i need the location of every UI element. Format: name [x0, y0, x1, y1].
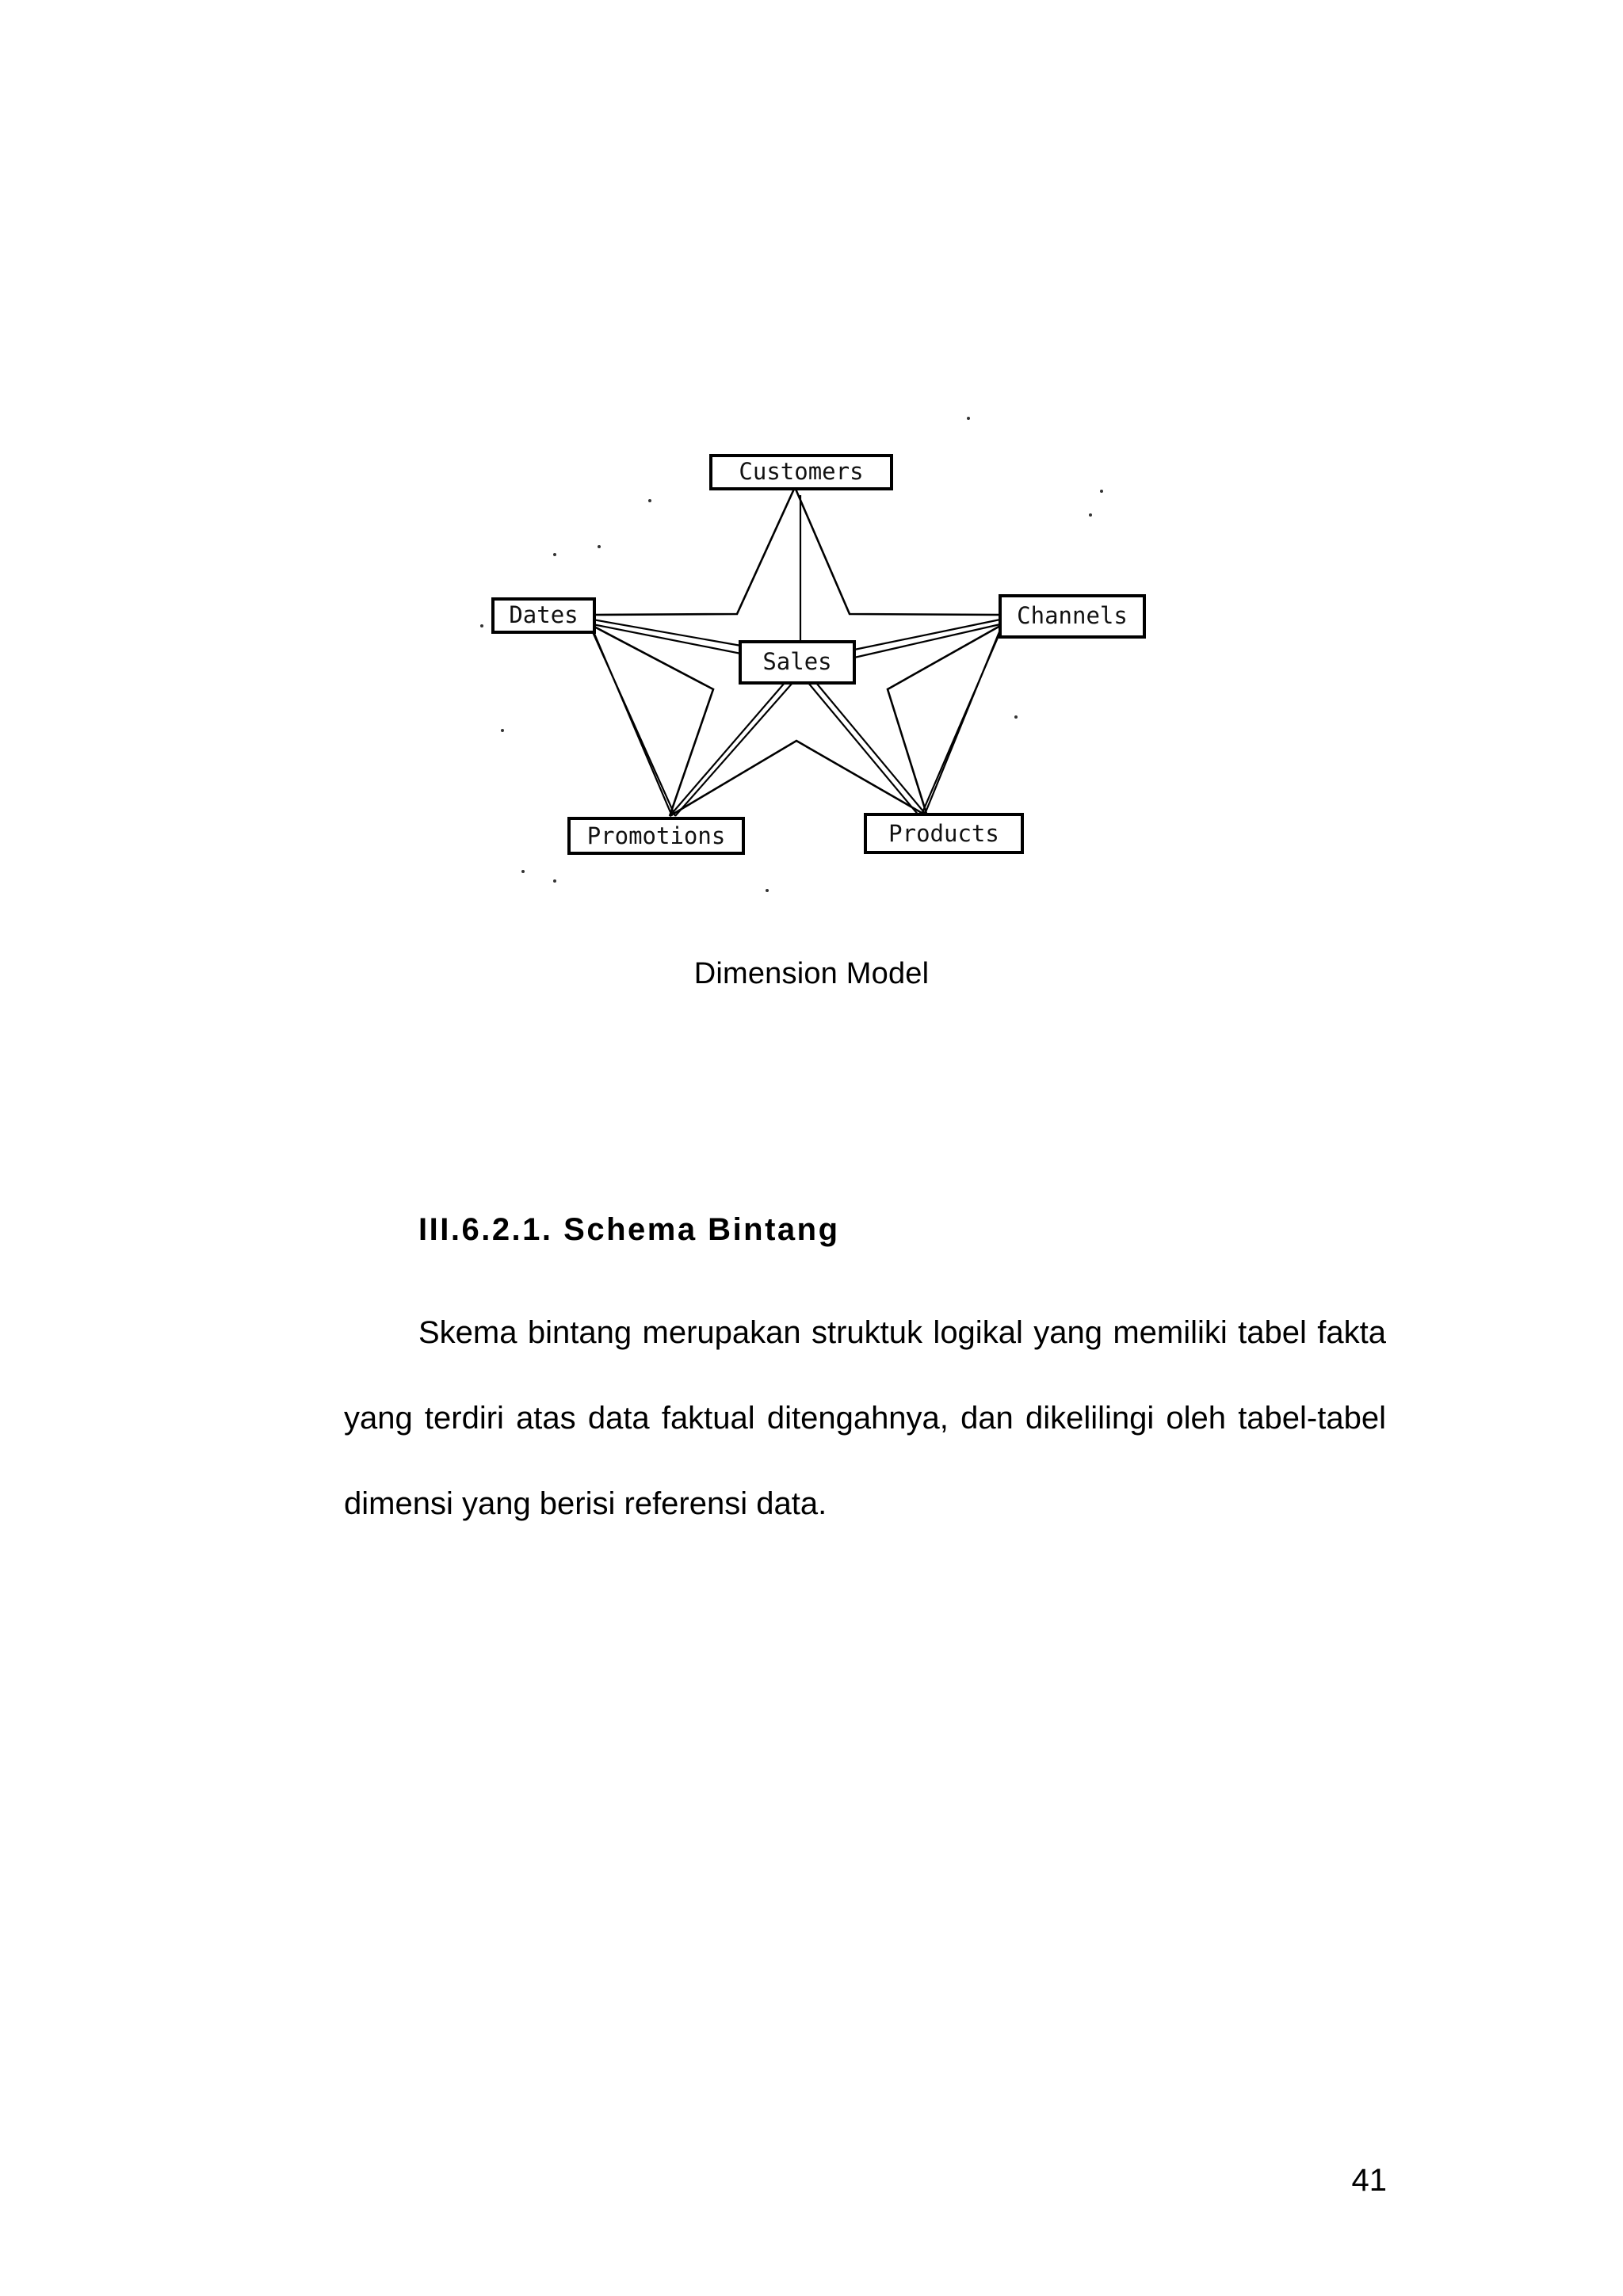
edge-promotions-products	[808, 683, 919, 816]
edge-channels-sales	[854, 620, 1000, 650]
scan-speck	[598, 545, 601, 548]
scan-speck	[521, 870, 525, 873]
figure-caption: Dimension Model	[693, 957, 930, 990]
svg-text:Channels: Channels	[1017, 602, 1128, 629]
svg-text:Sales: Sales	[762, 648, 832, 675]
scan-speck	[1089, 513, 1092, 517]
body-paragraph	[344, 1290, 1386, 1547]
scan-speck	[553, 879, 556, 883]
edge-sales-channels	[854, 624, 1000, 658]
edge-channels-products	[921, 632, 1000, 816]
star-schema-diagram	[475, 404, 1157, 911]
edge-dates-sales	[593, 620, 741, 646]
edge-sales-dates	[593, 624, 741, 654]
node-dates	[493, 599, 594, 632]
scan-speck	[766, 889, 769, 892]
node-products	[865, 814, 1022, 852]
scan-speck	[553, 553, 556, 556]
edge-sales-promotions	[670, 683, 785, 816]
svg-text:Customers: Customers	[739, 458, 864, 485]
edge-sales-products	[816, 683, 927, 816]
star-outline	[795, 487, 1002, 615]
scan-speck	[480, 624, 483, 627]
section-heading: III.6.2.1. Schema Bintang	[418, 1212, 840, 1247]
node-promotions	[569, 818, 743, 853]
paragraph-text: Skema bintang merupakan struktuk logikal yang memiliki tabel fakta yang terdiri atas data faktual ditengahnya, dan dikelilingi oleh tabel-tabel dimensi yang berisi referensi data.	[344, 1315, 1386, 1521]
node-customers	[711, 456, 892, 489]
scan-speck	[1014, 715, 1018, 719]
node-sales	[740, 642, 854, 683]
scan-speck	[648, 499, 651, 502]
svg-text:Products: Products	[888, 820, 999, 847]
svg-text:Promotions: Promotions	[586, 822, 726, 849]
svg-text:Dates: Dates	[509, 601, 579, 628]
page-number: 41	[1351, 2163, 1387, 2198]
star-outline	[593, 487, 795, 615]
node-channels	[1000, 596, 1144, 637]
edge-dates-promotions	[593, 632, 675, 816]
scan-speck	[1100, 490, 1103, 493]
scan-speck	[967, 417, 970, 420]
scan-speck	[501, 729, 504, 732]
